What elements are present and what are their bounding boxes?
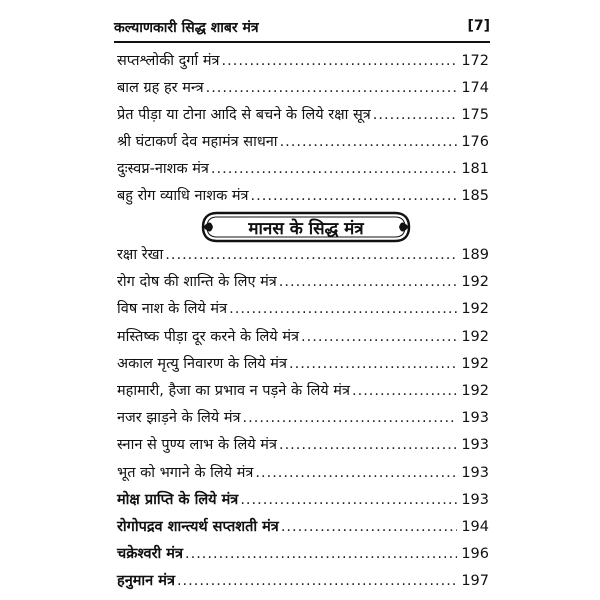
toc-entry: [117, 271, 489, 298]
toc-entry: [117, 131, 489, 158]
toc-entry-label: बहु रोग व्याधि नाशक मंत्र: [117, 188, 249, 204]
toc-entry-label: दुःस्वप्न-नाशक मंत्र: [117, 161, 209, 177]
toc-entry-label: भूत को भगाने के लिये मंत्र: [117, 464, 254, 481]
toc-entry: [117, 353, 489, 380]
dot-leader: [301, 329, 457, 345]
dot-leader: [279, 437, 457, 453]
toc-entry: [117, 50, 489, 77]
toc-entry: [117, 489, 489, 516]
toc-entry-page: 192: [461, 382, 489, 399]
dot-leader: [373, 107, 457, 123]
toc-entry: [117, 434, 489, 461]
dot-leader: [251, 188, 457, 204]
page-number: [7]: [467, 18, 490, 34]
toc-entry-label: हनुमान मंत्र: [117, 573, 175, 590]
toc-entry: [117, 570, 489, 597]
toc-entry-label: चक्रेश्वरी मंत्र: [117, 546, 183, 563]
toc-entry-page: 193: [461, 491, 489, 508]
toc-list-before: [117, 50, 489, 212]
toc-entry: [117, 326, 489, 353]
dot-leader: [165, 247, 457, 263]
toc-entry-label: बाल ग्रह हर मन्त्र: [117, 80, 204, 96]
toc-entry-page: 176: [461, 134, 489, 150]
toc-entry-page: 192: [461, 328, 489, 345]
toc-entry: [117, 77, 489, 104]
toc-entry-page: 174: [461, 80, 489, 96]
toc-entry-label: रोगोपद्रव शान्त्यर्थ सप्तशती मंत्र: [117, 518, 279, 535]
dot-leader: [281, 519, 457, 535]
toc-entry-page: 192: [461, 274, 489, 291]
section-banner: [201, 211, 411, 243]
toc-entry: [117, 298, 489, 325]
toc-entry: [117, 104, 489, 131]
toc-entry: [117, 462, 489, 489]
toc-entry-page: 189: [461, 247, 489, 263]
toc-list-after: [117, 244, 489, 597]
toc-entry-label: स्नान से पुण्य लाभ के लिये मंत्र: [117, 437, 277, 454]
dot-leader: [206, 80, 457, 96]
dot-leader: [255, 465, 457, 481]
section-title: मानस के सिद्ध मंत्र: [248, 219, 364, 239]
toc-entry-page: 181: [461, 161, 489, 177]
dot-leader: [289, 356, 457, 372]
header-rule: [114, 41, 490, 43]
dot-leader: [240, 492, 457, 508]
toc-entry-page: 193: [461, 410, 489, 427]
toc-entry: [117, 407, 489, 434]
toc-entry: [117, 185, 489, 212]
toc-entry-page: 194: [461, 518, 489, 535]
toc-entry-label: रक्षा रेखा: [117, 247, 164, 263]
dot-leader: [211, 161, 457, 177]
dot-leader: [243, 410, 457, 426]
toc-entry-label: मस्तिष्क पीड़ा दूर करने के लिये मंत्र: [117, 328, 300, 345]
dot-leader: [185, 546, 457, 562]
toc-entry-label: श्री घंटाकर्ण देव महामंत्र साधना: [117, 134, 278, 150]
toc-entry-page: 196: [461, 546, 489, 563]
toc-entry-page: 192: [461, 355, 489, 372]
toc-entry-label: अकाल मृत्यु निवारण के लिये मंत्र: [117, 355, 287, 372]
dot-leader: [352, 383, 457, 399]
toc-entry-page: 193: [461, 437, 489, 454]
toc-entry-label: रोग दोष की शान्ति के लिए मंत्र: [117, 274, 277, 291]
dot-leader: [280, 134, 457, 150]
toc-entry-label: प्रेत पीड़ा या टोना आदि से बचने के लिये रक्षा सूत्र: [117, 107, 371, 123]
toc-entry-page: 185: [461, 188, 489, 204]
toc-entry: [117, 380, 489, 407]
page-header: [114, 14, 490, 44]
toc-entry-label: सप्तश्लोकी दुर्गा मंत्र: [117, 53, 220, 69]
dot-leader: [222, 53, 458, 69]
toc-entry: [117, 158, 489, 185]
toc-entry: [117, 244, 489, 271]
dot-leader: [279, 274, 457, 290]
toc-entry: [117, 516, 489, 543]
toc-entry-page: 172: [461, 53, 489, 69]
toc-entry-page: 193: [461, 464, 489, 481]
toc-entry-page: 197: [461, 573, 489, 590]
dot-leader: [229, 301, 457, 317]
toc-entry-label: मोक्ष प्राप्ति के लिये मंत्र: [117, 491, 239, 508]
toc-entry: [117, 543, 489, 570]
dot-leader: [177, 573, 457, 589]
toc-entry-label: विष नाश के लिये मंत्र: [117, 301, 228, 318]
toc-entry-label: महामारी, हैजा का प्रभाव न पड़ने के लिये मंत्र: [117, 382, 350, 399]
toc-entry-page: 175: [461, 107, 489, 123]
running-title: कल्याणकारी सिद्ध शाबर मंत्र: [114, 20, 259, 36]
toc-entry-label: नजर झाड़ने के लिये मंत्र: [117, 410, 241, 427]
toc-entry-page: 192: [461, 301, 489, 318]
